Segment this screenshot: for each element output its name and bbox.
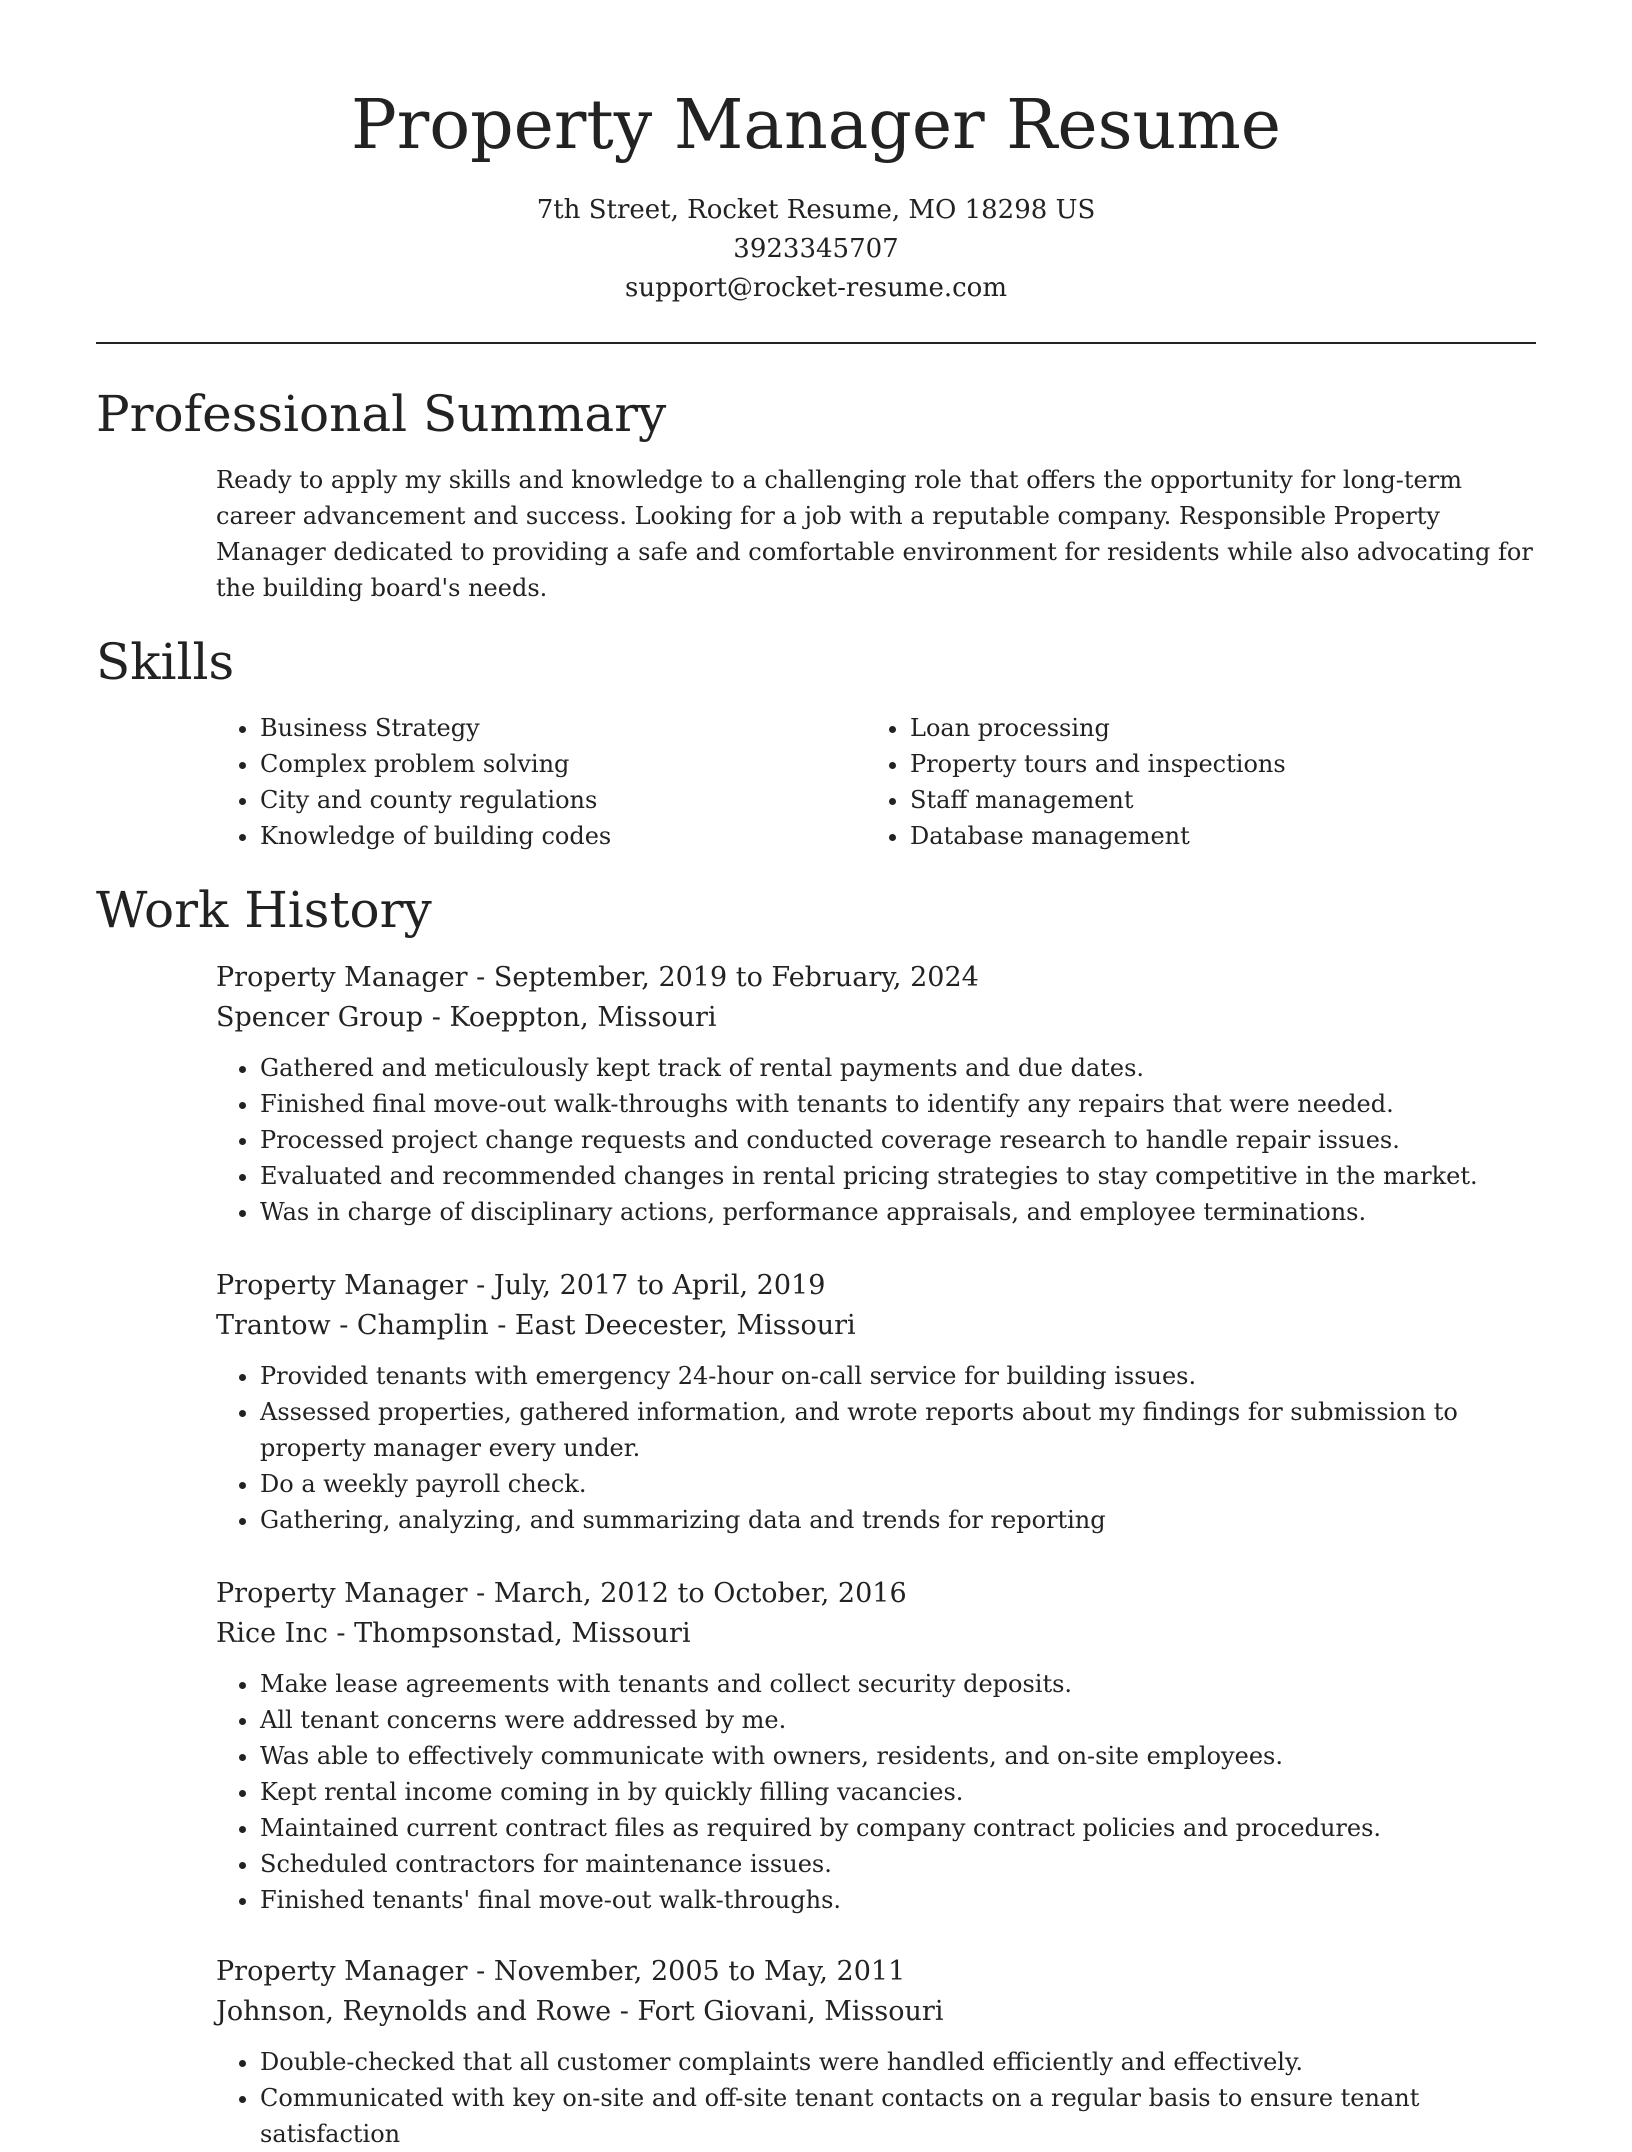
job-bullet: • Make lease agreements with tenants and collect security deposits. <box>260 1666 1536 1702</box>
job-company: Spencer Group <box>216 1002 424 1033</box>
contact-email: support@rocket-resume.com <box>624 273 1007 303</box>
skills-list-right <box>866 710 1530 854</box>
contact-address: 7th Street, Rocket Resume, MO 18298 US <box>536 195 1096 225</box>
job-entry <box>216 1574 1536 1918</box>
skill-item: • Knowledge of building codes <box>260 818 860 854</box>
resume-title: Property Manager Resume <box>350 86 1282 165</box>
skill-item: • Property tours and inspections <box>910 746 1530 782</box>
job-bullet: • Assessed properties, gathered information, and wrote reports about my findings for submission to property manager every under. <box>260 1394 1536 1466</box>
separator: - <box>611 1996 638 2027</box>
job-title-line <box>216 1952 1536 1992</box>
job-dates: September, 2019 to February, 2024 <box>493 962 979 993</box>
job-bullet: • Kept rental income coming in by quickly filling vacancies. <box>260 1774 1536 1810</box>
job-bullets <box>216 1666 1536 1918</box>
job-company-line <box>216 1614 1536 1654</box>
job-title-line <box>216 1266 1536 1306</box>
skill-item: • Database management <box>910 818 1530 854</box>
separator: - <box>488 1310 515 1341</box>
job-bullet: • Finished tenants' final move-out walk-throughs. <box>260 1882 1536 1918</box>
job-bullet: • Gathering, analyzing, and summarizing data and trends for reporting <box>260 1502 1536 1538</box>
job-company: Trantow - Champlin <box>216 1310 489 1341</box>
section-title-summary: Professional Summary <box>96 385 667 443</box>
job-location: East Deecester, Missouri <box>514 1310 856 1341</box>
job-bullet: • Communicated with key on-site and off-site tenant contacts on a regular basis to ensure tenant satisfaction <box>260 2080 1536 2152</box>
job-location: Koeppton, Missouri <box>449 1002 717 1033</box>
job-company-line <box>216 1306 1536 1346</box>
separator: - <box>327 1618 355 1649</box>
job-title-line <box>216 958 1536 998</box>
separator: - <box>467 1270 494 1301</box>
skill-item: • City and county regulations <box>260 782 860 818</box>
job-title: Property Manager <box>216 1956 468 1987</box>
contact-phone: 3923345707 <box>733 234 899 264</box>
section-title-skills: Skills <box>96 633 235 691</box>
job-bullets <box>216 1358 1536 1538</box>
job-title: Property Manager <box>216 1270 468 1301</box>
job-company-line <box>216 998 1536 1038</box>
job-company: Johnson, Reynolds and Rowe <box>216 1996 612 2027</box>
job-dates: July, 2017 to April, 2019 <box>493 1270 826 1301</box>
job-bullet: • Double-checked that all customer complaints were handled efficiently and effectively. <box>260 2044 1536 2080</box>
skills-list-left <box>216 710 860 854</box>
job-bullets <box>216 1050 1536 1230</box>
job-dates: November, 2005 to May, 2011 <box>493 1956 906 1987</box>
separator: - <box>423 1002 450 1033</box>
skill-item: • Loan processing <box>910 710 1530 746</box>
skill-item: • Complex problem solving <box>260 746 860 782</box>
job-bullet: • All tenant concerns were addressed by me. <box>260 1702 1536 1738</box>
separator: - <box>467 1578 494 1609</box>
job-bullet: • Was in charge of disciplinary actions, performance appraisals, and employee terminations. <box>260 1194 1536 1230</box>
job-bullet: • Scheduled contractors for maintenance issues. <box>260 1846 1536 1882</box>
job-bullet: • Gathered and meticulously kept track of rental payments and due dates. <box>260 1050 1536 1086</box>
job-entry <box>216 958 1536 1230</box>
section-title-work-history: Work History <box>96 881 432 939</box>
separator: - <box>467 1956 494 1987</box>
job-location: Fort Giovani, Missouri <box>637 1996 944 2027</box>
job-bullet: • Processed project change requests and conducted coverage research to handle repair issues. <box>260 1122 1536 1158</box>
job-bullet: • Do a weekly payroll check. <box>260 1466 1536 1502</box>
job-company: Rice Inc <box>216 1618 328 1649</box>
job-entry <box>216 1952 1536 2152</box>
job-bullet: • Maintained current contract files as required by company contract policies and procedures. <box>260 1810 1536 1846</box>
header-divider <box>96 342 1536 344</box>
job-title: Property Manager <box>216 1578 468 1609</box>
skill-item: • Staff management <box>910 782 1530 818</box>
job-title-line <box>216 1574 1536 1614</box>
job-bullet: • Was able to effectively communicate with owners, residents, and on-site employees. <box>260 1738 1536 1774</box>
job-bullet: • Finished final move-out walk-throughs with tenants to identify any repairs that were needed. <box>260 1086 1536 1122</box>
job-bullet: • Provided tenants with emergency 24-hour on-call service for building issues. <box>260 1358 1536 1394</box>
job-bullets <box>216 2044 1536 2152</box>
skill-item: • Business Strategy <box>260 710 860 746</box>
job-entry <box>216 1266 1536 1538</box>
job-location: Thompsonstad, Missouri <box>354 1618 691 1649</box>
job-title: Property Manager <box>216 962 468 993</box>
job-bullet: • Evaluated and recommended changes in rental pricing strategies to stay competitive in the market. <box>260 1158 1536 1194</box>
job-dates: March, 2012 to October, 2016 <box>493 1578 907 1609</box>
job-company-line <box>216 1992 1536 2032</box>
separator: - <box>467 962 494 993</box>
summary-text: Ready to apply my skills and knowledge to a challenging role that offers the opportunity for long-term career advancement and success. Looking for a job with a reputable company. Responsible Property Manager dedicated to providing a safe and comfortable environment for residents while also advocating for the building board's needs. <box>216 466 1533 602</box>
